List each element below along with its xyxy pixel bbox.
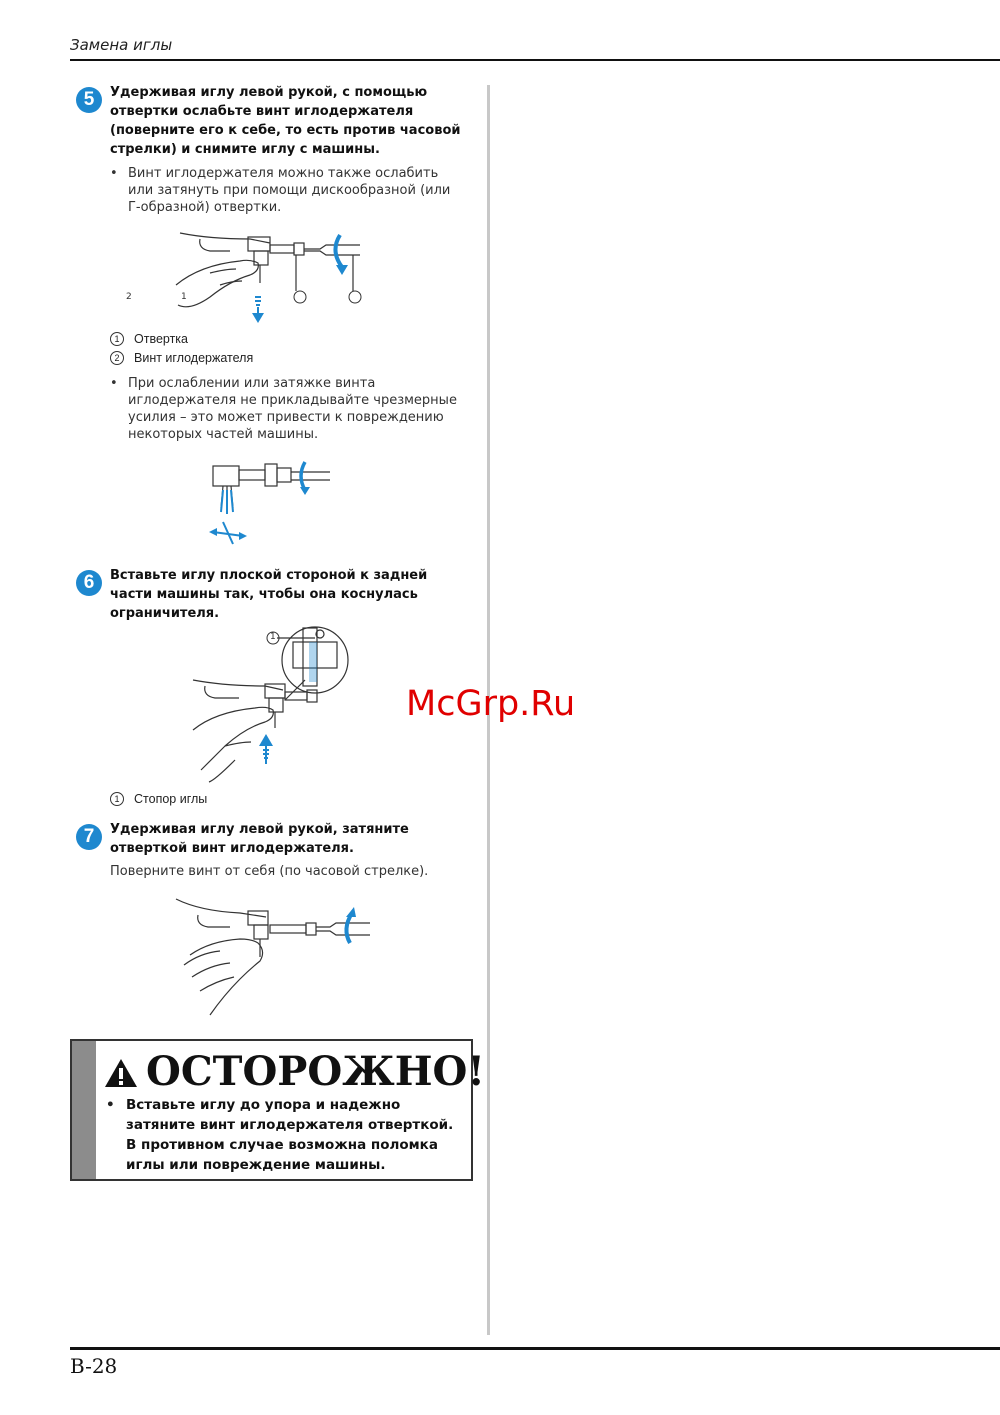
step-5-warning-note	[110, 375, 460, 443]
legend-label: Отвертка	[134, 332, 188, 346]
header-rule	[70, 59, 1000, 61]
step-7-detail: Поверните винт от себя (по часовой стрелке).	[110, 864, 429, 879]
warning-triangle-icon	[104, 1048, 138, 1102]
page-header-title: Замена иглы	[70, 36, 173, 54]
caution-side-bar	[72, 1041, 96, 1179]
legend-number: 1	[110, 792, 124, 806]
bullet-dot: •	[110, 166, 118, 181]
figure-loosen-screw	[170, 225, 380, 330]
page-number: B-28	[70, 1354, 118, 1378]
watermark: McGrp.Ru	[406, 684, 576, 724]
fig1-callout-1: 1	[181, 292, 187, 302]
caution-heading	[104, 1045, 485, 1102]
fig3-callout-1: 1	[270, 632, 276, 642]
figure-screw-force-warning	[205, 458, 340, 548]
step-5-legend-item	[110, 351, 253, 365]
caution-box	[70, 1039, 485, 1181]
step-7-instruction: Удерживая иглу левой рукой, затяните отверткой винт иглодержателя.	[110, 822, 409, 856]
caution-title: ОСТОРОЖНО!	[146, 1048, 485, 1095]
figure-insert-needle	[185, 620, 360, 785]
caution-bullet: •	[106, 1097, 115, 1113]
legend-number: 2	[110, 351, 124, 365]
legend-label: Винт иглодержателя	[134, 351, 254, 365]
step-5-note	[110, 165, 460, 216]
step-5-legend-item	[110, 332, 188, 346]
bullet-dot: •	[110, 376, 118, 391]
step-6-legend-item	[110, 792, 207, 806]
fig1-callout-2: 2	[126, 292, 132, 302]
step-6-badge: 6	[76, 570, 102, 596]
figure-tighten-screw	[170, 895, 375, 1025]
caution-text: Вставьте иглу до упора и надежно затяните винт иглодержателя отверткой. В противном случае возможна поломка иглы или повреждение машины.	[126, 1097, 454, 1173]
legend-label: Стопор иглы	[134, 792, 208, 806]
step-5-warning-note-text: При ослаблении или затяжке винта иглодержателя не прикладывайте чрезмерные усилия – это может привести к повреждению некоторых частей машины.	[128, 376, 457, 442]
legend-number: 1	[110, 332, 124, 346]
step-6-instruction: Вставьте иглу плоской стороной к задней части машины так, чтобы она коснулась ограничителя.	[110, 568, 428, 621]
step-5-badge: 5	[76, 87, 102, 113]
step-5-instruction: Удерживая иглу левой рукой, с помощью отвертки ослабьте винт иглодержателя (поверните его к себе, то есть против часовой стрелки) и снимите иглу с машины.	[110, 85, 461, 157]
step-5-note-text: Винт иглодержателя можно также ослабить или затянуть при помощи дискообразной (или Г-образной) отвертки.	[128, 166, 451, 215]
step-7-badge: 7	[76, 824, 102, 850]
footer-rule	[70, 1347, 1000, 1350]
